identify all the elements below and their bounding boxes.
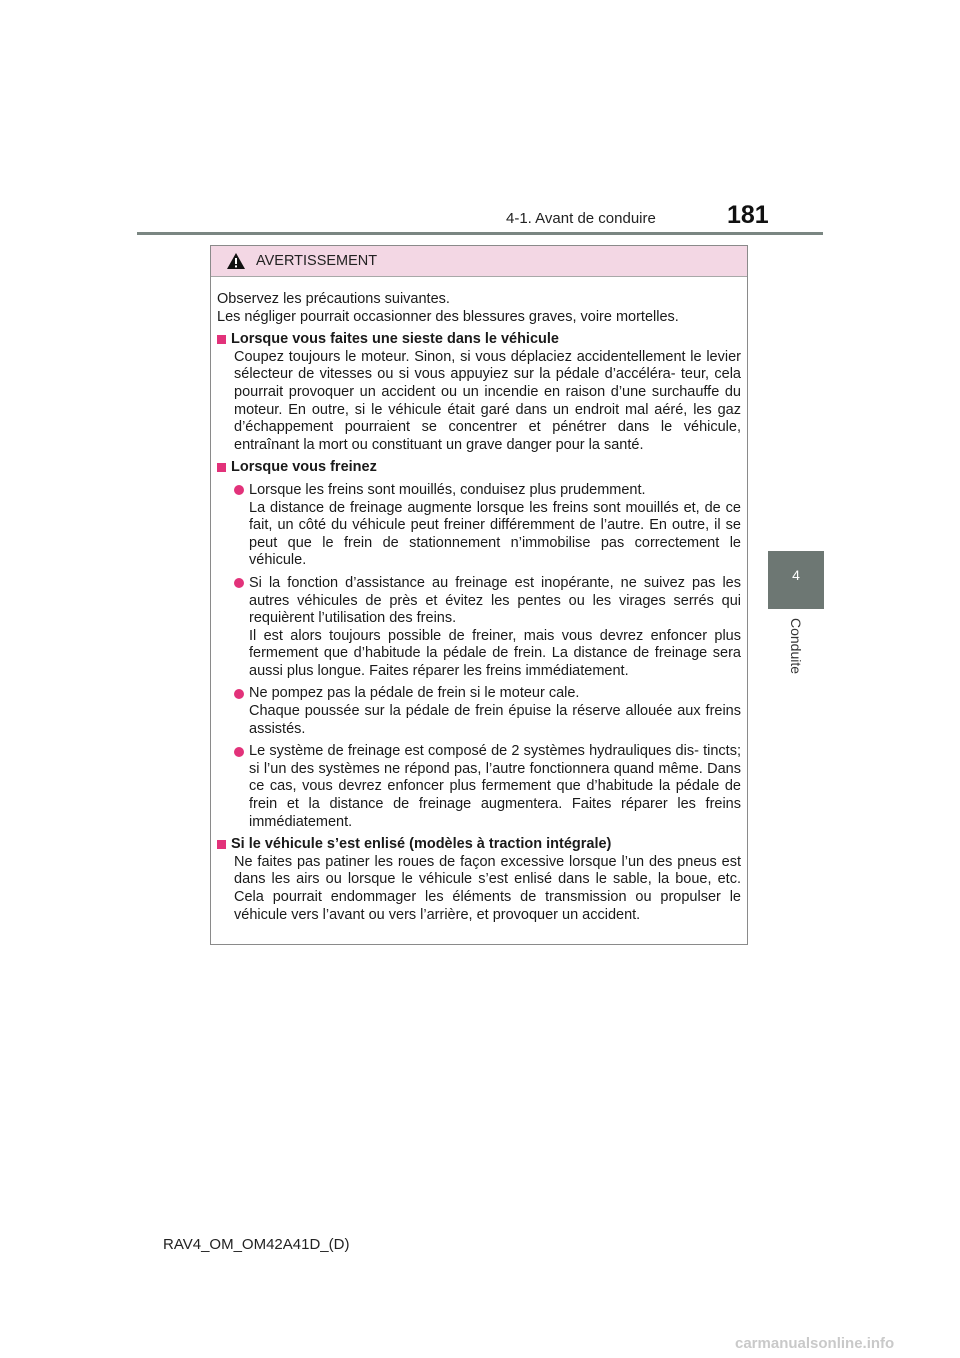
bullet-text: Ne pompez pas la pédale de frein si le moteur cale. xyxy=(249,685,580,702)
round-bullet-icon xyxy=(234,689,244,699)
section-text: Ne faites pas patiner les roues de façon excessive lorsque l’un des pneus est dans les airs ou lorsque le véhicule s’est enlisé dans le sable, la boue, etc. Cela pourrait endommager les éléments de transmission ou propulser le véhicule vers l’avant ou vers l’arrière, et provoquer un accident. xyxy=(234,853,741,923)
intro-line: Observez les précautions suivantes. xyxy=(217,291,450,307)
section-heading-text: Si le véhicule s’est enlisé (modèles à traction intégrale) xyxy=(231,836,612,853)
list-item xyxy=(217,685,741,738)
intro-line: Les négliger pourrait occasionner des blessures graves, voire mortelles. xyxy=(217,308,679,325)
list-item xyxy=(217,575,741,681)
bullet-text: Il est alors toujours possible de freiner, mais vous devrez enfoncer plus fermement que d’habitude la pédale de frein. La distance de freinage sera aussi plus longue. Faites réparer les freins immédiatement. xyxy=(249,627,741,679)
document-code: RAV4_OM_OM42A41D_(D) xyxy=(163,1236,350,1253)
square-bullet-icon xyxy=(217,335,226,344)
chapter-number: 4 xyxy=(792,567,800,583)
warning-title: AVERTISSEMENT xyxy=(256,253,378,269)
bullet-text: Lorsque les freins sont mouillés, conduisez plus prudemment. xyxy=(249,481,646,498)
section-heading-text: Lorsque vous faites une sieste dans le véhicule xyxy=(231,331,559,348)
chapter-tab xyxy=(768,551,824,609)
round-bullet-icon xyxy=(234,578,244,588)
warning-body xyxy=(211,277,747,924)
section-title: 4-1. Avant de conduire xyxy=(506,210,656,227)
section-heading xyxy=(217,459,741,477)
list-item xyxy=(217,743,741,831)
header-rule xyxy=(137,232,823,235)
warning-box xyxy=(210,245,748,945)
warning-header xyxy=(211,246,747,277)
bullet-text: Si la fonction d’assistance au freinage est inopérante, ne suivez pas les autres véhicules de près et évitez les pentes ou les virages serrés qui requièrent l’utilisation des freins. xyxy=(249,574,741,627)
square-bullet-icon xyxy=(217,463,226,472)
list-item xyxy=(217,482,741,570)
bullet-text: Chaque poussée sur la pédale de frein épuise la réserve allouée aux freins assistés. xyxy=(249,703,741,737)
round-bullet-icon xyxy=(234,485,244,495)
watermark: carmanualsonline.info xyxy=(735,1335,895,1352)
section-heading xyxy=(217,331,741,349)
bullet-text: La distance de freinage augmente lorsque les freins sont mouillés et, de ce fait, un côté du véhicule peut freiner différemment de l’autre. En outre, il se peut que le frein de stationnement n’immobilise pas correctement le véhicule. xyxy=(249,499,741,569)
warning-triangle-icon xyxy=(226,252,246,270)
chapter-label: Conduite xyxy=(788,618,804,675)
section-text: Coupez toujours le moteur. Sinon, si vous déplaciez accidentellement le levier sélecteur de vitesses ou si vous appuyiez sur la pédale d’accéléra- teur, cela pourrait provoquer un accident ou un incendie en raison d’une surchauffe du moteur. En outre, si le véhicule était garé dans un endroit mal aéré, les gaz d’échappement pourraient se concentrer et pénétrer dans le véhicule, entraînant la mort ou constituant un grave danger pour la santé. xyxy=(234,348,741,453)
section-heading-text: Lorsque vous freinez xyxy=(231,459,377,476)
square-bullet-icon xyxy=(217,840,226,849)
page-number: 181 xyxy=(727,201,769,229)
bullet-text: Le système de freinage est composé de 2 systèmes hydrauliques dis- tincts; si l’un des systèmes ne répond pas, l’autre fonctionnera quand même. Dans ce cas, vous devrez enfoncer plus fermement que d’habitude la pédale de frein et la distance de freinage augmentera. Faites réparer les freins immédiatement. xyxy=(249,743,741,830)
round-bullet-icon xyxy=(234,747,244,757)
section-heading xyxy=(217,836,741,854)
